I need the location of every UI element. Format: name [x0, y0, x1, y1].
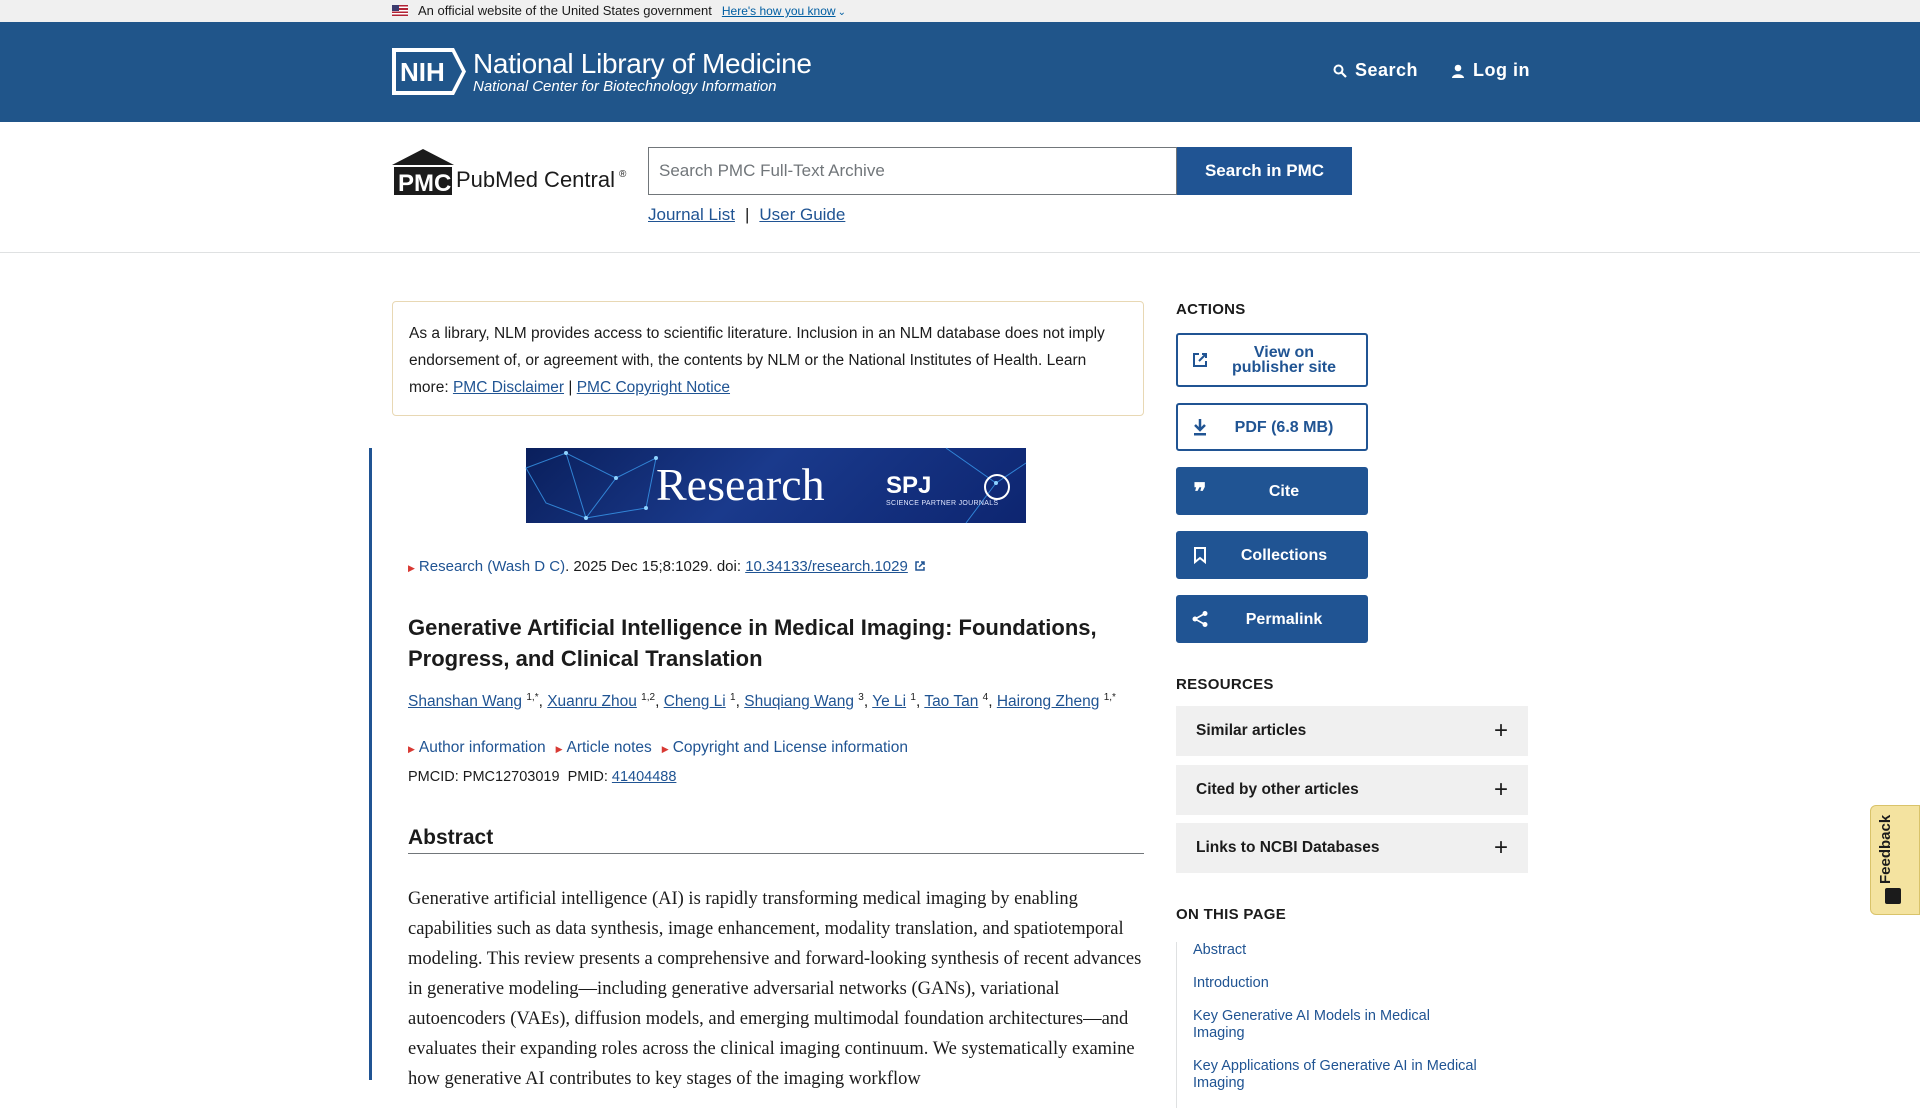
gov-banner-text: An official website of the United States government	[418, 3, 712, 18]
plus-icon: +	[1493, 776, 1508, 803]
cited-by-accordion[interactable]	[1176, 765, 1528, 815]
author-link[interactable]: Tao Tan	[924, 693, 979, 711]
citation-text: . 2025 Dec 15;8:1029. doi:	[565, 558, 746, 575]
share-icon	[1178, 610, 1222, 628]
on-this-page-nav	[1176, 942, 1483, 1108]
header-login-button[interactable]	[1451, 60, 1530, 81]
search-icon	[1333, 64, 1347, 78]
search-in-pmc-button[interactable]: Search in PMC	[1177, 147, 1352, 195]
article-ids	[408, 769, 676, 785]
pmc-logo[interactable]	[392, 147, 632, 197]
ncbi-links-label: Links to NCBI Databases	[1196, 839, 1380, 856]
resources-heading: RESOURCES	[1176, 676, 1274, 693]
article-title: Generative Artificial Intelligence in Medical Imaging: Foundations, Progress, and Clinical Translation	[408, 615, 1097, 671]
external-link-icon	[1178, 351, 1222, 369]
author-affiliation[interactable]: 1,*	[1103, 692, 1116, 703]
nlm-disclaimer	[392, 301, 1144, 416]
heres-how-you-know-link[interactable]: Here's how you know ⌄	[721, 4, 846, 18]
journal-list-link[interactable]: Journal List	[648, 205, 735, 224]
pmcid: PMCID: PMC12703019	[408, 769, 560, 785]
pdf-download-button[interactable]	[1176, 403, 1368, 451]
copyright-license-toggle[interactable]: ▶ Copyright and License information	[661, 739, 908, 756]
expand-triangle-icon: ▶	[408, 563, 415, 573]
author-affiliation[interactable]: 1,2	[641, 692, 656, 703]
expand-triangle-icon: ▶	[555, 744, 563, 754]
permalink-button[interactable]	[1176, 595, 1368, 643]
header-login-label: Log in	[1473, 60, 1530, 80]
collections-label: Collections	[1240, 546, 1328, 564]
on-this-page-heading: ON THIS PAGE	[1176, 906, 1286, 923]
gov-banner	[0, 0, 1920, 22]
article-citation	[408, 558, 926, 575]
actions-heading: ACTIONS	[1176, 301, 1246, 318]
pmc-logo-mark: PMC	[398, 170, 452, 197]
author-affiliation[interactable]: 1	[910, 692, 916, 703]
header-search-button[interactable]	[1333, 60, 1418, 81]
view-on-publisher-button[interactable]	[1176, 333, 1368, 387]
user-icon	[1451, 64, 1465, 78]
user-guide-link[interactable]: User Guide	[759, 205, 846, 224]
author-affiliation[interactable]: 3	[858, 692, 864, 703]
author-link[interactable]: Hairong Zheng	[996, 693, 1100, 711]
author-list: Shanshan Wang $^{1,*}$, Xuanru Zhou $^{1,2}$, Cheng Li $^1$, Shuqiang Wang $^3$, Ye Li $^1$, Tao Tan $^4$, Hairong Zheng $^{1,*}$	[408, 692, 1116, 711]
feedback-icon	[1885, 888, 1901, 904]
chevron-down-icon: ⌄	[837, 7, 846, 18]
header-search-label: Search	[1355, 60, 1419, 80]
bookmark-icon	[1178, 546, 1222, 564]
author-information-toggle[interactable]: ▶ Author information	[408, 739, 546, 756]
author-link[interactable]: Xuanru Zhou	[547, 693, 637, 711]
otp-link-introduction[interactable]: Introduction	[1193, 975, 1269, 991]
download-icon	[1178, 418, 1222, 436]
banner-spj-brand: SPJ	[886, 472, 932, 499]
author-link[interactable]: Ye Li	[872, 693, 907, 711]
doi-link[interactable]: 10.34133/research.1029	[745, 558, 908, 575]
author-link[interactable]: Shanshan Wang	[408, 693, 523, 711]
article-left-rule	[369, 448, 372, 1080]
svg-text:®: ®	[619, 169, 627, 180]
disclaimer-sep: |	[568, 379, 573, 396]
pmc-search-input[interactable]	[648, 147, 1177, 195]
us-flag-icon	[392, 5, 408, 16]
ncbi-links-accordion[interactable]	[1176, 823, 1528, 873]
banner-tagline: SCIENCE PARTNER JOURNALS	[886, 500, 999, 507]
author-link[interactable]: Shuqiang Wang	[744, 693, 854, 711]
feedback-label: Feedback	[1877, 814, 1894, 884]
pmid-link[interactable]: 41404488	[611, 769, 677, 785]
cite-button[interactable]	[1176, 467, 1368, 515]
plus-icon: +	[1493, 717, 1508, 744]
feedback-tab[interactable]	[1870, 805, 1920, 915]
similar-articles-accordion[interactable]	[1176, 706, 1528, 756]
author-link[interactable]: Cheng Li	[663, 693, 726, 711]
disclaimer-text: As a library, NLM provides access to scientific literature. Inclusion in an NLM database does not imply endorsement of, or agreement with, the contents by NLM or the National Institutes of Health.	[409, 325, 1105, 369]
org-title[interactable]: National Library of Medicine	[473, 48, 812, 79]
expand-triangle-icon: ▶	[408, 744, 415, 754]
nih-logo[interactable]	[392, 48, 466, 95]
abstract-heading: Abstract	[408, 826, 1144, 854]
permalink-label: Permalink	[1245, 610, 1323, 628]
otp-link-key-applications[interactable]: Key Applications of Generative AI in Medical Imaging	[1193, 1058, 1477, 1091]
pmid-label: PMID:	[567, 769, 608, 785]
cited-by-label: Cited by other articles	[1196, 781, 1359, 798]
quote-icon: ❞	[1193, 476, 1207, 506]
author-affiliation[interactable]: 1	[730, 692, 736, 703]
ncbi-header	[0, 22, 1920, 122]
pmc-logo-text: PubMed Central	[456, 167, 615, 192]
nih-logo-text: NIH	[400, 57, 445, 87]
pmc-disclaimer-link[interactable]: PMC Disclaimer	[452, 379, 565, 396]
journal-name-link[interactable]: Research (Wash D C)	[418, 558, 566, 575]
otp-link-abstract[interactable]: Abstract	[1193, 942, 1247, 958]
expand-triangle-icon: ▶	[661, 744, 669, 754]
author-affiliation[interactable]: 1,*	[526, 692, 539, 703]
nav-separator: |	[744, 205, 750, 224]
pmc-header	[0, 122, 1920, 253]
view-on-publisher-label: View on publisher site	[1231, 344, 1337, 376]
learn-more-label: Learn more:	[409, 352, 1087, 396]
similar-articles-label: Similar articles	[1196, 722, 1307, 739]
journal-banner[interactable]	[526, 448, 1026, 523]
banner-seal-icon	[984, 474, 1010, 500]
pdf-label: PDF (6.8 MB)	[1234, 418, 1334, 436]
plus-icon: +	[1493, 834, 1508, 861]
external-link-icon	[914, 560, 926, 572]
cite-label: Cite	[1268, 482, 1300, 500]
org-subtitle: National Center for Biotechnology Information	[473, 78, 777, 95]
otp-link-key-models[interactable]: Key Generative AI Models in Medical Imaging	[1193, 1008, 1430, 1041]
pmc-nav-links	[648, 205, 845, 225]
banner-journal-title: Research	[656, 459, 825, 510]
author-affiliation[interactable]: 4	[982, 692, 989, 703]
collections-button[interactable]	[1176, 531, 1368, 579]
article-meta-links	[408, 739, 908, 757]
abstract-text: Generative artificial intelligence (AI) is rapidly transforming medical imaging by enabling capabilities such as data synthesis, image enhancement, modality translation, and spatiotemporal modeling. This review presents a comprehensive and forward-looking synthesis of recent advances in generative modeling—including generative adversarial networks (GANs), variational autoencoders (VAEs), diffusion models, and emerging multimodal foundation architectures—and evaluates their expanding roles across the clinical imaging continuum. We systematically examine how generative AI contributes to key stages of the imaging workflow	[408, 889, 1142, 1089]
pmc-copyright-link[interactable]: PMC Copyright Notice	[576, 379, 731, 396]
article-notes-toggle[interactable]: ▶ Article notes	[555, 739, 652, 756]
